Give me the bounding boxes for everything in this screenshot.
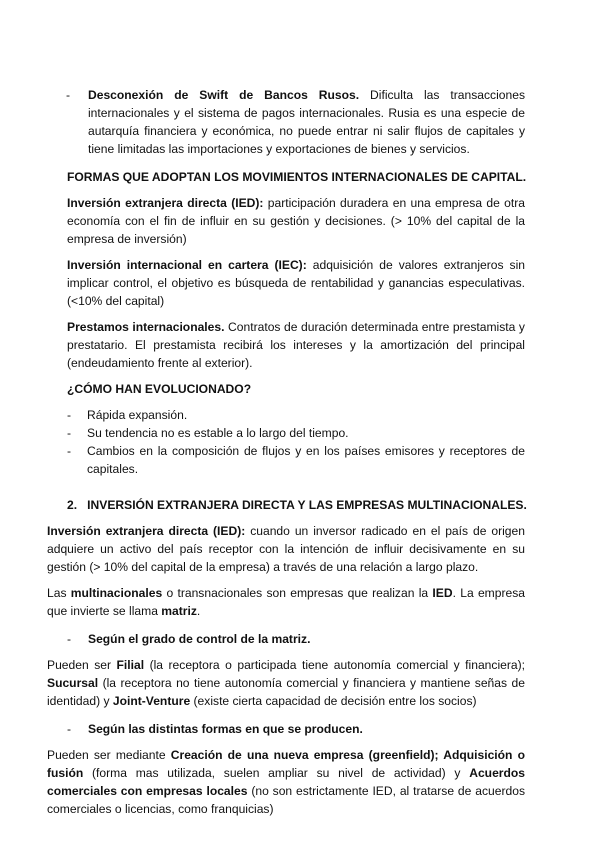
joint-venture-term: Joint-Venture bbox=[112, 694, 191, 708]
ied-definition-term: Inversión extranjera directa (IED): bbox=[47, 524, 246, 538]
ied-text: participación duradera en una empresa de otra economía con el fin de influir en su gestión y decisiones. (> 10% del capital de la empresa de inversión) bbox=[67, 196, 525, 246]
bullet-dash: - bbox=[66, 88, 71, 102]
bullet-dash: - bbox=[67, 722, 72, 736]
ied-paragraph bbox=[67, 194, 525, 248]
matriz-term: matriz bbox=[161, 604, 197, 618]
text-run: (forma mas utilizada, suelen ampliar su nivel de actividad) y bbox=[83, 766, 470, 780]
bullet-dash: - bbox=[67, 426, 72, 440]
bullet-dash: - bbox=[67, 444, 72, 458]
forms-produce-heading: Según las distintas formas en que se producen. bbox=[88, 722, 363, 736]
forms-paragraph bbox=[47, 746, 525, 818]
acuerdos-term: Acuerdos comerciales con empresas locales bbox=[47, 766, 525, 798]
text-run: . La empresa que invierte se llama bbox=[47, 586, 526, 618]
swift-bullet bbox=[88, 86, 525, 158]
bullet-dash: - bbox=[67, 632, 72, 646]
sucursal-term: Sucursal bbox=[47, 676, 99, 690]
text-run: (existe cierta capacidad de decisión entre los socios) bbox=[190, 694, 477, 708]
text-run: . bbox=[196, 604, 201, 618]
ied-definition-text: cuando un inversor radicado en el país de origen adquiere un activo del país receptor con la intención de influir decisivamente en su gestión (> 10% del capital de la empresa) a través de una relación a largo plazo. bbox=[47, 524, 525, 574]
prestamos-paragraph bbox=[67, 318, 525, 372]
evolution-heading: ¿CÓMO HAN EVOLUCIONADO? bbox=[67, 382, 252, 396]
prestamos-term: Prestamos internacionales. bbox=[67, 320, 225, 334]
section-2-heading: 2. INVERSIÓN EXTRANJERA DIRECTA Y LAS EMPRESAS MULTINACIONALES. bbox=[67, 498, 527, 512]
multinacionales-term: multinacionales bbox=[70, 586, 163, 600]
text-run: Las bbox=[47, 586, 71, 600]
evolution-item: Cambios en la composición de flujos y en los países emisores y receptores de capitales. bbox=[87, 444, 525, 476]
iec-text: adquisición de valores extranjeros sin implicar control, el objetivo es búsqueda de rentabilidad y ganancias especulativas. (<10% del capital) bbox=[67, 258, 525, 308]
ied-term: Inversión extranjera directa (IED): bbox=[67, 196, 264, 210]
control-heading: Según el grado de control de la matriz. bbox=[88, 632, 311, 646]
control-paragraph bbox=[47, 656, 525, 710]
evolution-item: Rápida expansión. bbox=[87, 408, 188, 422]
prestamos-text: Contratos de duración determinada entre prestamista y prestatario. El prestamista recibirá los intereses y la amortización del principal (endeudamiento frente al exterior). bbox=[67, 320, 525, 370]
ied-term: IED bbox=[432, 586, 453, 600]
evolution-item: Su tendencia no es estable a lo largo del tiempo. bbox=[87, 426, 349, 440]
text-run: Pueden ser mediante bbox=[47, 748, 171, 762]
text-run: Pueden ser bbox=[47, 658, 117, 672]
swift-bullet-text: Dificulta las transacciones internacionales y el sistema de pagos internacionales. Rusia es una especie de autarquía financiera y económica, no puede entrar ni salir flujos de capitales y tiene limitadas las importaciones y exportaciones de bienes y servicios. bbox=[88, 88, 525, 156]
text-run: (la receptora no tiene autonomía comercial y financiera y mantiene señas de identidad) y bbox=[47, 676, 525, 708]
text-run: o transnacionales son empresas que realizan la bbox=[162, 586, 433, 600]
filial-term: Filial bbox=[116, 658, 145, 672]
text-run: (la receptora o participada tiene autonomía comercial y financiera); bbox=[144, 658, 526, 672]
ied-definition-paragraph bbox=[47, 522, 525, 576]
text-run: (no son estrictamente IED, al tratarse de acuerdos comerciales o licencias, como franquicias) bbox=[47, 784, 525, 816]
swift-bullet-title: Desconexión de Swift de Bancos Rusos. bbox=[88, 88, 360, 102]
bullet-dash: - bbox=[67, 408, 72, 422]
iec-paragraph bbox=[67, 256, 525, 310]
iec-term: Inversión internacional en cartera (IEC): bbox=[67, 258, 307, 272]
greenfield-term: Creación de una nueva empresa (greenfield); Adquisición o fusión bbox=[47, 748, 526, 780]
forms-heading: FORMAS QUE ADOPTAN LOS MOVIMIENTOS INTERNACIONALES DE CAPITAL. bbox=[67, 170, 527, 184]
multinacionales-paragraph bbox=[47, 584, 525, 620]
